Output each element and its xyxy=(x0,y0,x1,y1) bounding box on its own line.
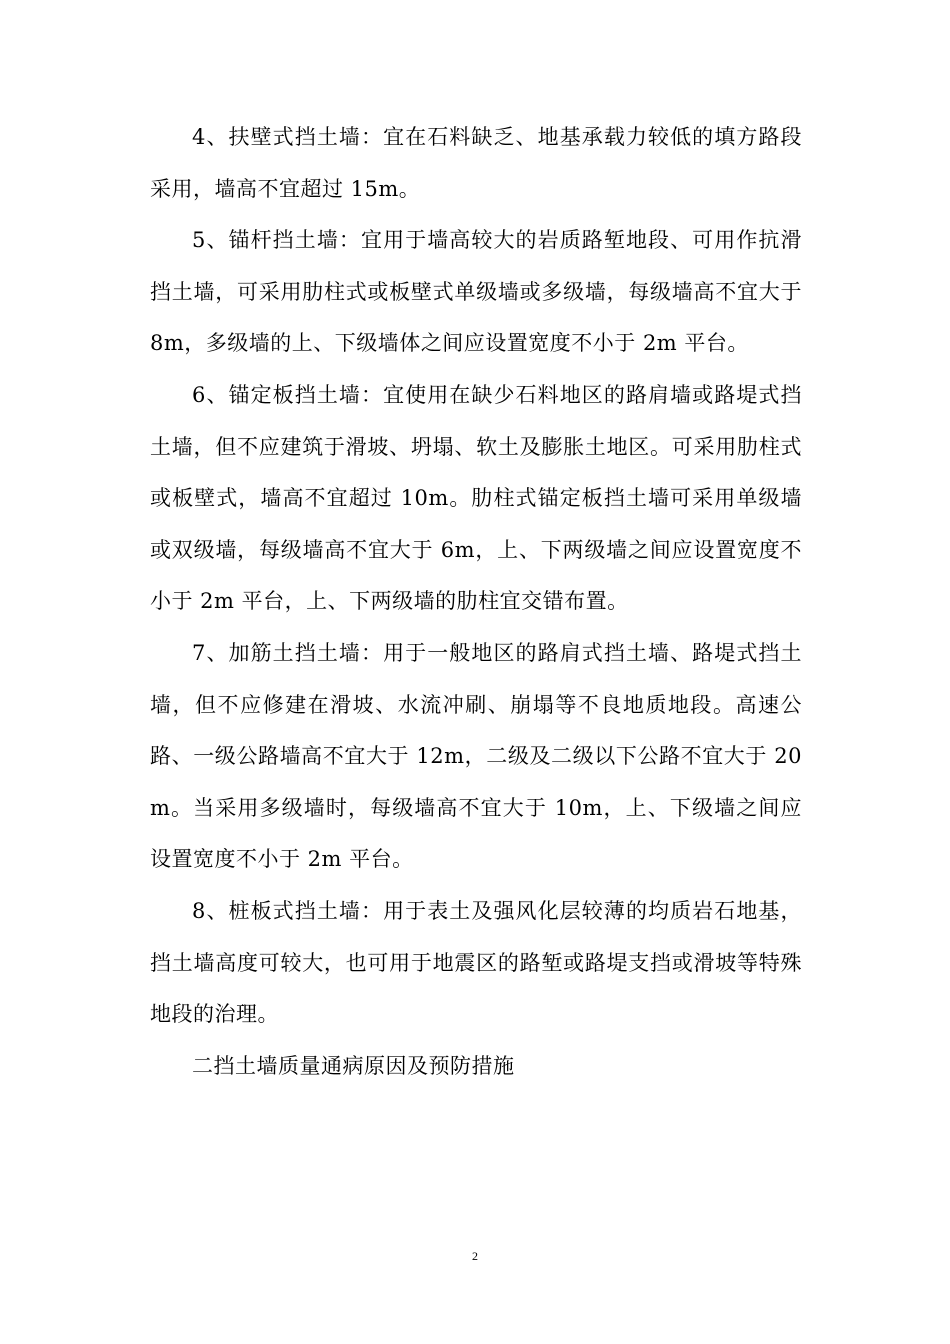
page-number: 2 xyxy=(472,1249,478,1263)
section-heading: 二挡土墙质量通病原因及预防措施 xyxy=(192,1053,515,1078)
body-text xyxy=(150,112,802,1092)
paragraph-anchor-rod-wall: 5、锚杆挡土墙：宜用于墙高较大的岩质路堑地段、可用作抗滑挡土墙，可采用肋柱式或板壁式单级墙或多级墙，每级墙高不宜大于 8m，多级墙的上、下级墙体之间应设置宽度不小于 2m 平台。 xyxy=(150,228,802,356)
paragraph-anchor-plate-wall: 6、锚定板挡土墙：宜使用在缺少石料地区的路肩墙或路堤式挡土墙，但不应建筑于滑坡、坍塌、软土及膨胀土地区。可采用肋柱式或板壁式，墙高不宜超过 10m。肋柱式锚定板挡土墙可采用单级墙或双级墙，每级墙高不宜大于 6m，上、下两级墙之间应设置宽度不小于 2m 平台，上、下两级墙的肋柱宜交错布置。 xyxy=(150,382,802,614)
paragraph-pile-plate-wall: 8、桩板式挡土墙：用于表土及强风化层较薄的均质岩石地基，挡土墙高度可较大，也可用于地震区的路堑或路堤支挡或滑坡等特殊地段的治理。 xyxy=(150,898,802,1027)
paragraph-buttress-wall: 4、扶壁式挡土墙：宜在石料缺乏、地基承载力较低的填方路段采用，墙高不宜超过 15m。 xyxy=(150,125,802,201)
paragraph-reinforced-earth-wall: 7、加筋土挡土墙：用于一般地区的路肩式挡土墙、路堤式挡土墙，但不应修建在滑坡、水流冲刷、崩塌等不良地质地段。高速公路、一级公路墙高不宜大于 12m，二级及二级以下公路不宜大于 20m。当采用多级墙时，每级墙高不宜大于 10m，上、下级墙之间应设置宽度不小于 2m 平台。 xyxy=(150,640,802,872)
